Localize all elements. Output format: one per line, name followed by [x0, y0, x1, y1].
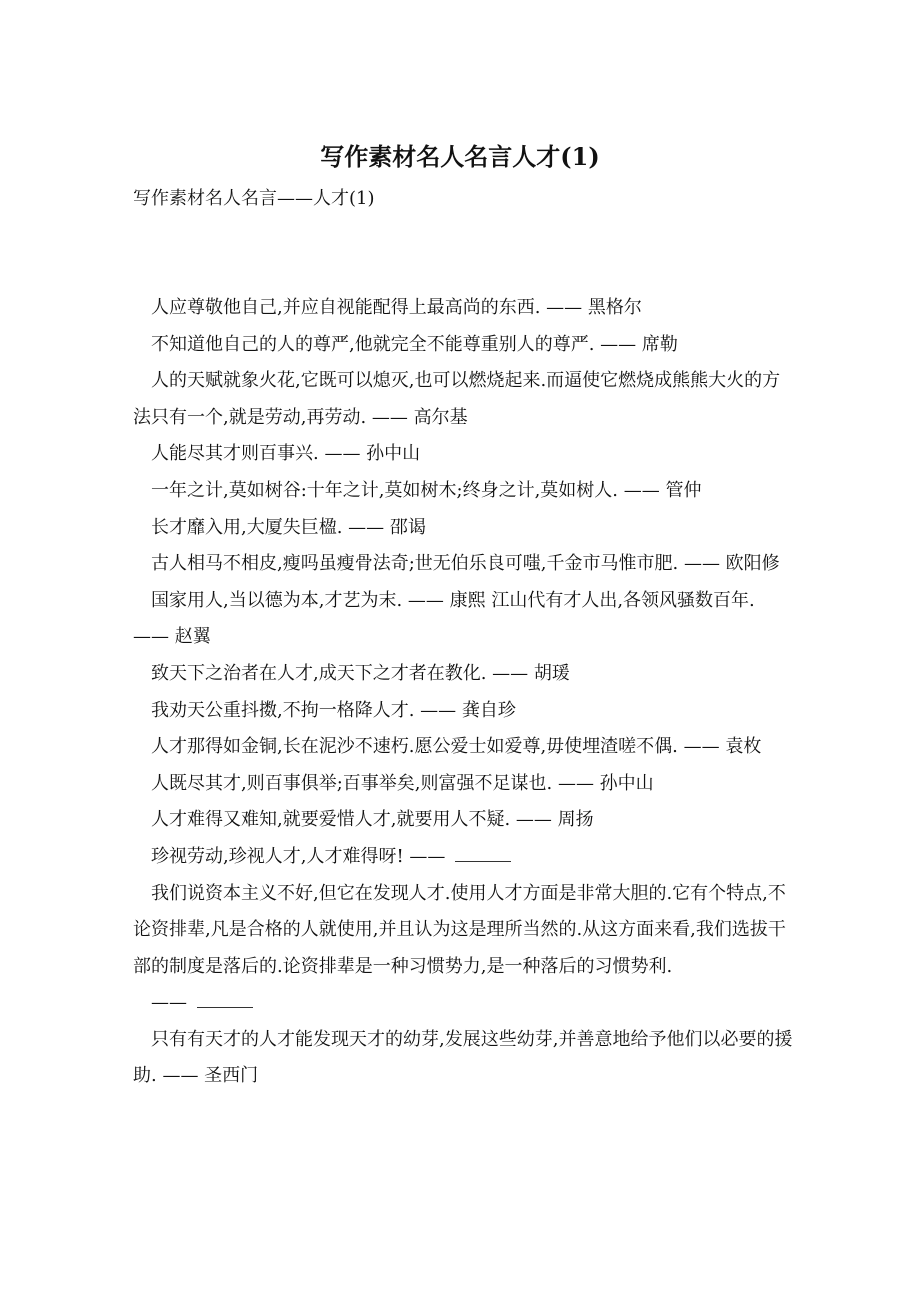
quote-paragraph: 致天下之治者在人才,成天下之才者在教化. —— 胡瑗	[151, 662, 570, 684]
author-blank	[455, 843, 511, 862]
quote-text: 珍视劳动,珍视人才,人才难得呀! ——	[151, 845, 446, 867]
quote-paragraph: 只有有天才的人才能发现天才的幼芽,发展这些幼芽,并善意地给予他们以必要的援助. —— 圣西门	[133, 1028, 793, 1087]
quote-paragraph: 长才靡入用,大厦失巨楹. —— 邵谒	[151, 516, 426, 538]
quote-paragraph: 国家用人,当以德为本,才艺为末. —— 康熙 江山代有才人出,各领风骚数百年. —— 赵翼	[133, 589, 755, 648]
quote-paragraph: 人能尽其才则百事兴. —— 孙中山	[151, 443, 421, 465]
document-title: 写作素材名人名言人才(1)	[320, 142, 600, 171]
quote-paragraph: 我劝天公重抖擞,不拘一格降人才. —— 龚自珍	[151, 699, 516, 721]
quote-paragraph	[133, 876, 793, 1022]
quote-paragraph: 人既尽其才,则百事俱举;百事举矣,则富强不足谋也. —— 孙中山	[151, 772, 654, 794]
quote-paragraph: 古人相马不相皮,瘦吗虽瘦骨法奇;世无伯乐良可嗤,千金市马惟市肥. —— 欧阳修	[151, 553, 780, 575]
quote-paragraph: 人的天赋就象火花,它既可以熄灭,也可以燃烧起来.而逼使它燃烧成熊熊大火的方法只有一个,就是劳动,再劳动. —— 高尔基	[133, 370, 781, 428]
quote-paragraph: 一年之计,莫如树谷:十年之计,莫如树木;终身之计,莫如树人. —— 管仲	[151, 479, 702, 501]
author-blank	[197, 989, 253, 1008]
quote-paragraph: 人才难得又难知,就要爱惜人才,就要用人不疑. —— 周扬	[151, 809, 594, 831]
attribution-dash: ——	[151, 992, 187, 1014]
quote-paragraph: 人才那得如金铜,长在泥沙不速朽.愿公爱士如爱尊,毋使埋渣嗟不偶. —— 袁枚	[151, 736, 762, 758]
quote-paragraph: 人应尊敬他自己,并应自视能配得上最高尚的东西. —— 黑格尔	[151, 297, 642, 318]
quote-paragraph: 不知道他自己的人的尊严,他就完全不能尊重别人的尊严. —— 席勒	[151, 333, 678, 355]
quote-list	[133, 290, 793, 1095]
document-subtitle: 写作素材名人名言——人才(1)	[133, 188, 375, 209]
quote-text: 我们说资本主义不好,但它在发现人才.使用人才方面是非常大胆的.它有个特点,不论资排辈,凡是合格的人就使用,并且认为这是理所当然的.从这方面来看,我们选拔干部的制度是落后的.论资排辈是一种习惯势力,是一种落后的习惯势利.	[133, 882, 786, 977]
attribution-line	[133, 985, 793, 1022]
quote-paragraph	[133, 839, 793, 876]
